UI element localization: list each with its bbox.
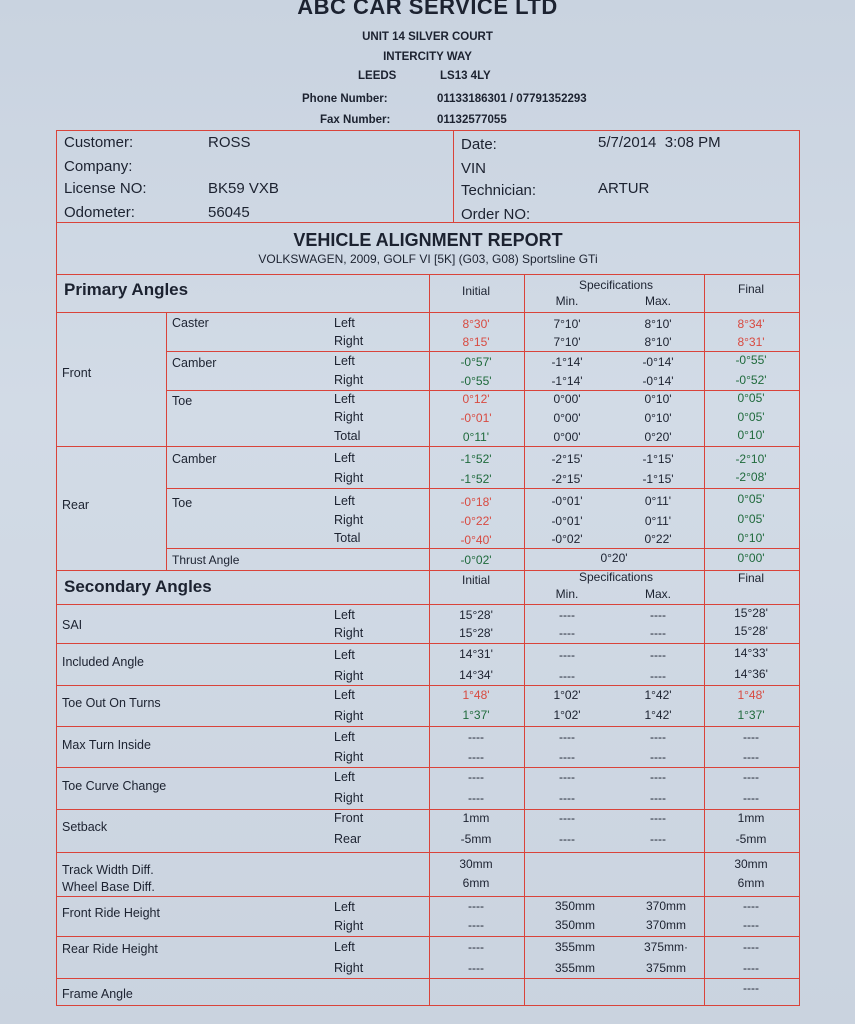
col-max: Max. [644,294,671,308]
rcamber-left-label: Left [334,451,355,465]
toeout-left-max: 1°42' [644,688,672,702]
fcamber-left-final: -0°55' [735,353,767,367]
incl-right-max: ---- [650,669,666,683]
toeout-left-min: 1°02' [553,688,581,702]
date-label: Date: [461,136,497,153]
sai-right-initial: 15°28' [459,626,493,640]
rtoe-left-final: 0°05' [737,492,765,506]
rtoe-right-final: 0°05' [737,512,765,526]
technician-label: Technician: [461,182,537,199]
sai-label: SAI [62,618,83,632]
sai-right-label: Right [334,626,364,640]
rtoe-right-initial: -0°22' [460,514,492,528]
rrh-right-initial: ---- [468,961,484,975]
frh-right-final: ---- [743,918,759,932]
rtoe-right-max: 0°11' [644,514,672,528]
fcamber-right-label: Right [334,373,364,387]
fax-label: Fax Number: [320,114,391,126]
incl-left-final: 14°33' [734,646,768,660]
sec-col-min: Min. [555,587,579,601]
address-line-1: UNIT 14 SILVER COURT [362,31,493,43]
col-final: Final [737,282,764,296]
ftoe-total-final: 0°10' [737,428,765,442]
toecurve-left-final: ---- [743,770,759,784]
ftoe-right-max: 0°10' [644,411,672,425]
maxturn-left-final: ---- [743,730,759,744]
rtoe-right-min: -0°01' [551,514,583,528]
rtoe-total-label: Total [334,531,361,545]
city: LEEDS [358,70,397,82]
company-label: Company: [64,158,133,175]
frame-angle-final: ---- [743,981,759,995]
rcamber-right-label: Right [334,471,364,485]
report-title: VEHICLE ALIGNMENT REPORT [293,230,563,250]
sec-col-specs: Specifications [578,570,654,584]
fcamber-right-max: -0°14' [642,374,674,388]
toeout-right-initial: 1°37' [462,708,490,722]
rtoe-total-min: -0°02' [551,532,583,546]
rrh-left-max: 375mm· [643,940,688,954]
rear-toe-label: Toe [172,496,193,510]
caster-left-initial: 8°30' [462,317,490,331]
rcamber-left-min: -2°15' [551,452,583,466]
setback-rear-initial: -5mm [460,832,492,846]
rcamber-right-initial: -1°52' [460,472,492,486]
wheelbase-final: 6mm [737,876,765,890]
rear-ride-height-label: Rear Ride Height [62,942,158,956]
frh-right-max: 370mm [645,918,686,932]
toecurve-left-max: ---- [650,770,666,784]
rrh-left-final: ---- [743,940,759,954]
rtoe-total-initial: -0°40' [460,533,492,547]
sai-left-max: ---- [650,608,666,622]
col-min: Min. [555,294,579,308]
toecurve-right-final: ---- [743,791,759,805]
setback-rear-label: Rear [334,832,362,846]
maxturn-left-label: Left [334,730,355,744]
caster-left-min: 7°10' [553,317,581,331]
track-initial: 30mm [459,857,493,871]
setback-front-final: 1mm [737,811,765,825]
frh-left-final: ---- [743,899,759,913]
license-value: BK59 VXB [208,180,279,197]
setback-rear-final: -5mm [735,832,767,846]
ftoe-left-initial: 0°12' [462,392,490,406]
frh-left-initial: ---- [468,899,484,913]
order-label: Order NO: [461,206,531,223]
sai-right-max: ---- [650,626,666,640]
ftoe-right-initial: -0°01' [460,411,492,425]
rrh-left-min: 355mm [554,940,595,954]
rrh-right-label: Right [334,961,364,975]
frh-right-label: Right [334,919,364,933]
toeout-right-min: 1°02' [553,708,581,722]
frame-angle-label: Frame Angle [62,987,133,1001]
front-toe-label: Toe [172,394,193,408]
sec-col-final: Final [737,571,764,585]
toe-out-turns-label: Toe Out On Turns [62,696,161,710]
odometer-value: 56045 [208,204,250,221]
toecurve-left-min: ---- [559,770,575,784]
wheel-base-label: Wheel Base Diff. [62,880,155,894]
ftoe-left-final: 0°05' [737,391,765,405]
toecurve-right-min: ---- [559,791,575,805]
rtoe-total-final: 0°10' [737,531,765,545]
maxturn-right-final: ---- [743,750,759,764]
front-label: Front [62,366,92,380]
caster-right-min: 7°10' [553,335,581,349]
setback-front-min: ---- [559,811,575,825]
caster-left-final: 8°34' [737,317,765,331]
sec-col-initial: Initial [461,573,490,587]
sai-left-min: ---- [559,608,575,622]
sai-right-min: ---- [559,626,575,640]
toecurve-right-initial: ---- [468,791,484,805]
col-specs: Specifications [578,278,654,292]
ftoe-total-max: 0°20' [644,430,672,444]
incl-right-final: 14°36' [734,667,768,681]
phone-label: Phone Number: [302,93,388,105]
rtoe-right-label: Right [334,513,364,527]
setback-front-max: ---- [650,811,666,825]
toeout-right-max: 1°42' [644,708,672,722]
primary-angles-title: Primary Angles [64,280,189,299]
rear-camber-label: Camber [172,452,217,466]
toe-curve-change-label: Toe Curve Change [62,779,167,793]
sai-left-initial: 15°28' [459,608,493,622]
fcamber-left-min: -1°14' [551,355,583,369]
front-camber-label: Camber [172,356,217,370]
thrust-spec: 0°20' [600,551,628,565]
ftoe-left-max: 0°10' [644,392,672,406]
rrh-left-initial: ---- [468,940,484,954]
setback-rear-max: ---- [650,832,666,846]
maxturn-left-max: ---- [650,730,666,744]
fcamber-left-max: -0°14' [642,355,674,369]
address-line-2: INTERCITY WAY [383,51,472,63]
rtoe-left-max: 0°11' [644,494,672,508]
frh-left-max: 370mm [645,899,686,913]
rcamber-right-min: -2°15' [551,472,583,486]
toecurve-left-initial: ---- [468,770,484,784]
rrh-right-min: 355mm [554,961,595,975]
caster-right-initial: 8°15' [462,335,490,349]
thrust-initial: -0°02' [460,553,492,567]
front-ride-height-label: Front Ride Height [62,906,160,920]
caster-left-label: Left [334,316,355,330]
frh-left-label: Left [334,900,355,914]
incl-right-label: Right [334,669,364,683]
setback-front-initial: 1mm [462,811,490,825]
ftoe-left-label: Left [334,392,355,406]
maxturn-left-min: ---- [559,730,575,744]
maxturn-right-min: ---- [559,750,575,764]
ftoe-right-min: 0°00' [553,411,581,425]
rrh-left-label: Left [334,940,355,954]
fcamber-left-initial: -0°57' [460,355,492,369]
thrust-final: 0°00' [737,551,765,565]
fcamber-right-min: -1°14' [551,374,583,388]
rcamber-right-max: -1°15' [642,472,674,486]
sec-col-max: Max. [644,587,671,601]
sai-left-final: 15°28' [734,606,768,620]
sai-left-label: Left [334,608,355,622]
incl-right-min: ---- [559,669,575,683]
alignment-sheet [56,130,800,1006]
frh-right-initial: ---- [468,918,484,932]
rrh-right-final: ---- [743,961,759,975]
company-name: ABC CAR SERVICE LTD [297,0,558,19]
incl-left-initial: 14°31' [459,647,493,661]
setback-front-label: Front [334,811,364,825]
postcode: LS13 4LY [440,70,491,82]
max-turn-inside-label: Max Turn Inside [62,738,151,752]
col-initial: Initial [461,284,490,298]
fcamber-right-initial: -0°55' [460,374,492,388]
maxturn-right-label: Right [334,750,364,764]
incl-left-label: Left [334,648,355,662]
fcamber-left-label: Left [334,354,355,368]
rtoe-total-max: 0°22' [644,532,672,546]
toeout-right-label: Right [334,709,364,723]
toecurve-right-max: ---- [650,791,666,805]
license-label: License NO: [64,180,147,197]
caster-right-max: 8°10' [644,335,672,349]
ftoe-total-min: 0°00' [553,430,581,444]
rtoe-left-label: Left [334,494,355,508]
track-final: 30mm [734,857,768,871]
rear-label: Rear [62,498,90,512]
technician-value: ARTUR [598,180,650,197]
setback-rear-min: ---- [559,832,575,846]
incl-left-min: ---- [559,648,575,662]
rcamber-left-final: -2°10' [735,452,767,466]
vehicle-description: VOLKSWAGEN, 2009, GOLF VI [5K] (G03, G08) Sportsline GTi [258,252,598,266]
odometer-label: Odometer: [64,204,135,221]
ftoe-left-min: 0°00' [553,392,581,406]
maxturn-left-initial: ---- [468,730,484,744]
fcamber-right-final: -0°52' [735,373,767,387]
track-width-label: Track Width Diff. [62,863,154,877]
ftoe-right-label: Right [334,410,364,424]
frh-left-min: 350mm [554,899,595,913]
rcamber-left-initial: -1°52' [460,452,492,466]
rrh-right-max: 375mm [645,961,686,975]
toecurve-right-label: Right [334,791,364,805]
rtoe-left-min: -0°01' [551,494,583,508]
customer-value: ROSS [208,134,251,151]
rtoe-left-initial: -0°18' [460,495,492,509]
phone-number: 01133186301 / 07791352293 [437,93,587,105]
toeout-left-label: Left [334,688,355,702]
thrust-angle-label: Thrust Angle [172,553,240,567]
wheelbase-initial: 6mm [462,876,490,890]
customer-label: Customer: [64,134,134,151]
included-angle-label: Included Angle [62,655,145,669]
vin-label: VIN [461,160,487,177]
rcamber-right-final: -2°08' [735,470,767,484]
toeout-left-final: 1°48' [737,688,765,702]
incl-right-initial: 14°34' [459,668,493,682]
caster-left-max: 8°10' [644,317,672,331]
sai-right-final: 15°28' [734,624,768,638]
ftoe-total-label: Total [334,429,361,443]
toecurve-left-label: Left [334,770,355,784]
toeout-right-final: 1°37' [737,708,765,722]
setback-label: Setback [62,820,108,834]
caster-label: Caster [172,316,209,330]
caster-right-final: 8°31' [737,335,765,349]
toeout-left-initial: 1°48' [462,688,490,702]
date-value: 5/7/2014 3:08 PM [598,134,721,151]
maxturn-right-max: ---- [650,750,666,764]
maxturn-right-initial: ---- [468,750,484,764]
frh-right-min: 350mm [554,918,595,932]
ftoe-total-initial: 0°11' [462,430,490,444]
caster-right-label: Right [334,334,364,348]
fax-number: 01132577055 [437,114,507,126]
incl-left-max: ---- [650,648,666,662]
ftoe-right-final: 0°05' [737,410,765,424]
rcamber-left-max: -1°15' [642,452,674,466]
secondary-angles-title: Secondary Angles [64,577,212,596]
